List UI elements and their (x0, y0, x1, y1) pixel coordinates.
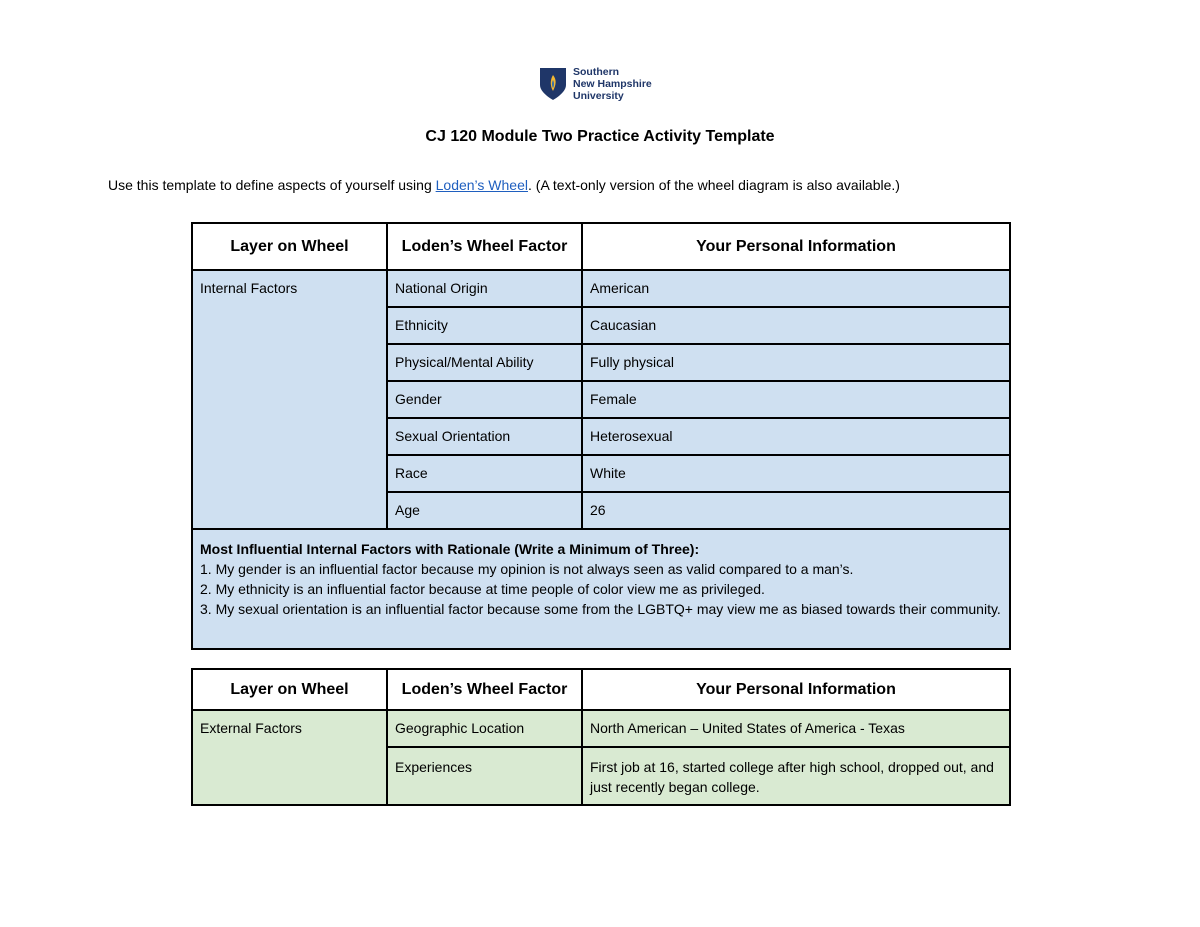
header-info: Your Personal Information (582, 669, 1010, 710)
factor-cell: Ethnicity (387, 307, 582, 344)
logo-line-3: University (573, 90, 624, 102)
intro-before: Use this template to define aspects of yourself using (108, 177, 436, 193)
value-cell[interactable]: 26 (582, 492, 1010, 529)
intro-after: . (A text-only version of the wheel diagram is also available.) (528, 177, 900, 193)
layer-external: External Factors (192, 710, 387, 805)
header-layer: Layer on Wheel (192, 223, 387, 270)
factor-cell: Age (387, 492, 582, 529)
value-cell[interactable]: Caucasian (582, 307, 1010, 344)
factor-cell: Experiences (387, 747, 582, 805)
factor-cell: Gender (387, 381, 582, 418)
value-cell[interactable]: White (582, 455, 1010, 492)
summary-line: 3. My sexual orientation is an influential factor because some from the LGBTQ+ may view me as biased towards their community. (200, 601, 1001, 617)
intro-text (108, 177, 900, 193)
value-cell[interactable]: Fully physical (582, 344, 1010, 381)
table-header-row (192, 223, 1010, 270)
factor-cell: Physical/Mental Ability (387, 344, 582, 381)
header-factor: Loden’s Wheel Factor (387, 669, 582, 710)
value-cell[interactable]: Heterosexual (582, 418, 1010, 455)
value-cell[interactable]: American (582, 270, 1010, 307)
table-row (192, 270, 1010, 307)
lodens-wheel-link[interactable]: Loden’s Wheel (435, 177, 528, 193)
internal-factors-table (191, 222, 1011, 650)
factor-cell: Sexual Orientation (387, 418, 582, 455)
value-cell[interactable]: North American – United States of America - Texas (582, 710, 1010, 747)
external-factors-table (191, 668, 1011, 806)
factor-cell: Geographic Location (387, 710, 582, 747)
shield-icon (539, 67, 567, 101)
value-cell[interactable]: First job at 16, started college after high school, dropped out, and just recently began college. (582, 747, 1010, 805)
summary-line: 2. My ethnicity is an influential factor because at time people of color view me as privileged. (200, 581, 765, 597)
table-row (192, 710, 1010, 747)
table-header-row (192, 669, 1010, 710)
university-logo (539, 66, 652, 102)
logo-line-1: Southern (573, 66, 620, 78)
page-title: CJ 120 Module Two Practice Activity Template (425, 128, 775, 145)
factor-cell: National Origin (387, 270, 582, 307)
factor-cell: Race (387, 455, 582, 492)
logo-line-2: New Hampshire (573, 78, 652, 90)
summary-line: 1. My gender is an influential factor because my opinion is not always seen as valid compared to a man’s. (200, 561, 854, 577)
header-layer: Layer on Wheel (192, 669, 387, 710)
header-factor: Loden’s Wheel Factor (387, 223, 582, 270)
summary-cell[interactable] (192, 529, 1010, 649)
layer-internal: Internal Factors (192, 270, 387, 529)
value-cell[interactable]: Female (582, 381, 1010, 418)
summary-row (192, 529, 1010, 649)
header-info: Your Personal Information (582, 223, 1010, 270)
summary-heading: Most Influential Internal Factors with Rationale (Write a Minimum of Three): (200, 541, 700, 557)
